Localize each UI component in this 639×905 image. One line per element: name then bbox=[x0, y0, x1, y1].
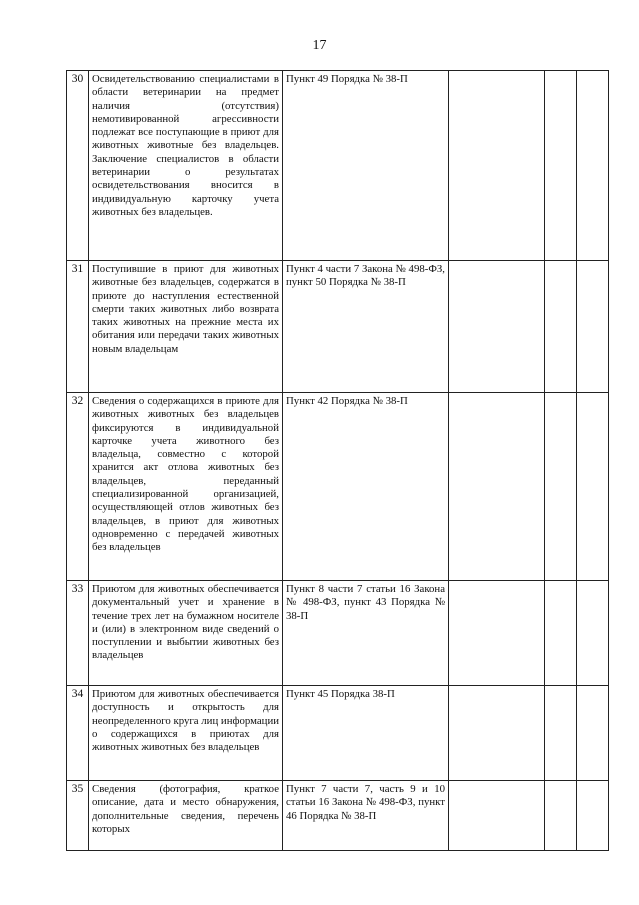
legal-reference: Пункт 42 Порядка № 38-П bbox=[283, 393, 449, 581]
answer-cell bbox=[449, 581, 545, 686]
requirement-text: Освидетельствованию специалистами в области ветеринарии на предмет наличия (отсутствия) немотивированной агрессивности подлежат все поступающие в приют для животных животные без владельцев. Заключение специалистов в области ветеринарии о результатах освидетельствования вносится в индивидуальную карточку учета животных без владельцев. bbox=[89, 71, 283, 261]
answer-cell bbox=[577, 393, 609, 581]
requirement-text: Приютом для животных обеспечивается документальный учет и хранение в течение трех лет на бумажном носителе и (или) в электронном виде сведений о поступлении и выбытии животных без владельцев bbox=[89, 581, 283, 686]
answer-cell bbox=[545, 261, 577, 393]
answer-cell bbox=[545, 686, 577, 781]
page-number: 17 bbox=[312, 38, 327, 53]
table-row bbox=[67, 781, 609, 851]
table-row bbox=[67, 686, 609, 781]
answer-cell bbox=[449, 393, 545, 581]
answer-cell bbox=[545, 393, 577, 581]
row-number: 35 bbox=[67, 781, 89, 851]
answer-cell bbox=[577, 71, 609, 261]
answer-cell bbox=[577, 581, 609, 686]
answer-cell bbox=[545, 781, 577, 851]
table-row bbox=[67, 71, 609, 261]
answer-cell bbox=[449, 781, 545, 851]
requirement-text: Сведения (фотография, краткое описание, дата и место обнаружения, дополнительные сведения, перечень которых bbox=[89, 781, 283, 851]
legal-reference: Пункт 8 части 7 статьи 16 Закона № 498-ФЗ, пункт 43 Порядка № 38-П bbox=[283, 581, 449, 686]
row-number: 30 bbox=[67, 71, 89, 261]
legal-reference: Пункт 4 части 7 Закона № 498-ФЗ, пункт 50 Порядка № 38-П bbox=[283, 261, 449, 393]
requirements-table bbox=[66, 70, 609, 851]
row-number: 32 bbox=[67, 393, 89, 581]
legal-reference: Пункт 45 Порядка 38-П bbox=[283, 686, 449, 781]
row-number: 33 bbox=[67, 581, 89, 686]
table-row bbox=[67, 581, 609, 686]
row-number: 31 bbox=[67, 261, 89, 393]
answer-cell bbox=[577, 261, 609, 393]
requirement-text: Поступившие в приют для животных животные без владельцев, содержатся в приюте до наступления естественной смерти таких животных либо возврата таких животных на прежние места их обитания или передачи таких животных новым владельцам bbox=[89, 261, 283, 393]
answer-cell bbox=[545, 581, 577, 686]
legal-reference: Пункт 7 части 7, часть 9 и 10 статьи 16 Закона № 498-ФЗ, пункт 46 Порядка № 38-П bbox=[283, 781, 449, 851]
table-row bbox=[67, 393, 609, 581]
answer-cell bbox=[577, 686, 609, 781]
row-number: 34 bbox=[67, 686, 89, 781]
table-row bbox=[67, 261, 609, 393]
answer-cell bbox=[545, 71, 577, 261]
legal-reference: Пункт 49 Порядка № 38-П bbox=[283, 71, 449, 261]
answer-cell bbox=[449, 686, 545, 781]
answer-cell bbox=[449, 71, 545, 261]
requirement-text: Сведения о содержащихся в приюте для животных животных без владельцев фиксируются в индивидуальной карточке учета животного без владельца, совместно с которой хранится акт отлова животных без владельцев, переданный специализированной организацией, осуществляющей отлов животных без владельцев, в приют для животных одновременно с передачей животных без владельцев bbox=[89, 393, 283, 581]
answer-cell bbox=[577, 781, 609, 851]
answer-cell bbox=[449, 261, 545, 393]
requirement-text: Приютом для животных обеспечивается доступность и открытость для неопределенного круга лиц информации о содержащихся в приютах для животных животных без владельцев bbox=[89, 686, 283, 781]
